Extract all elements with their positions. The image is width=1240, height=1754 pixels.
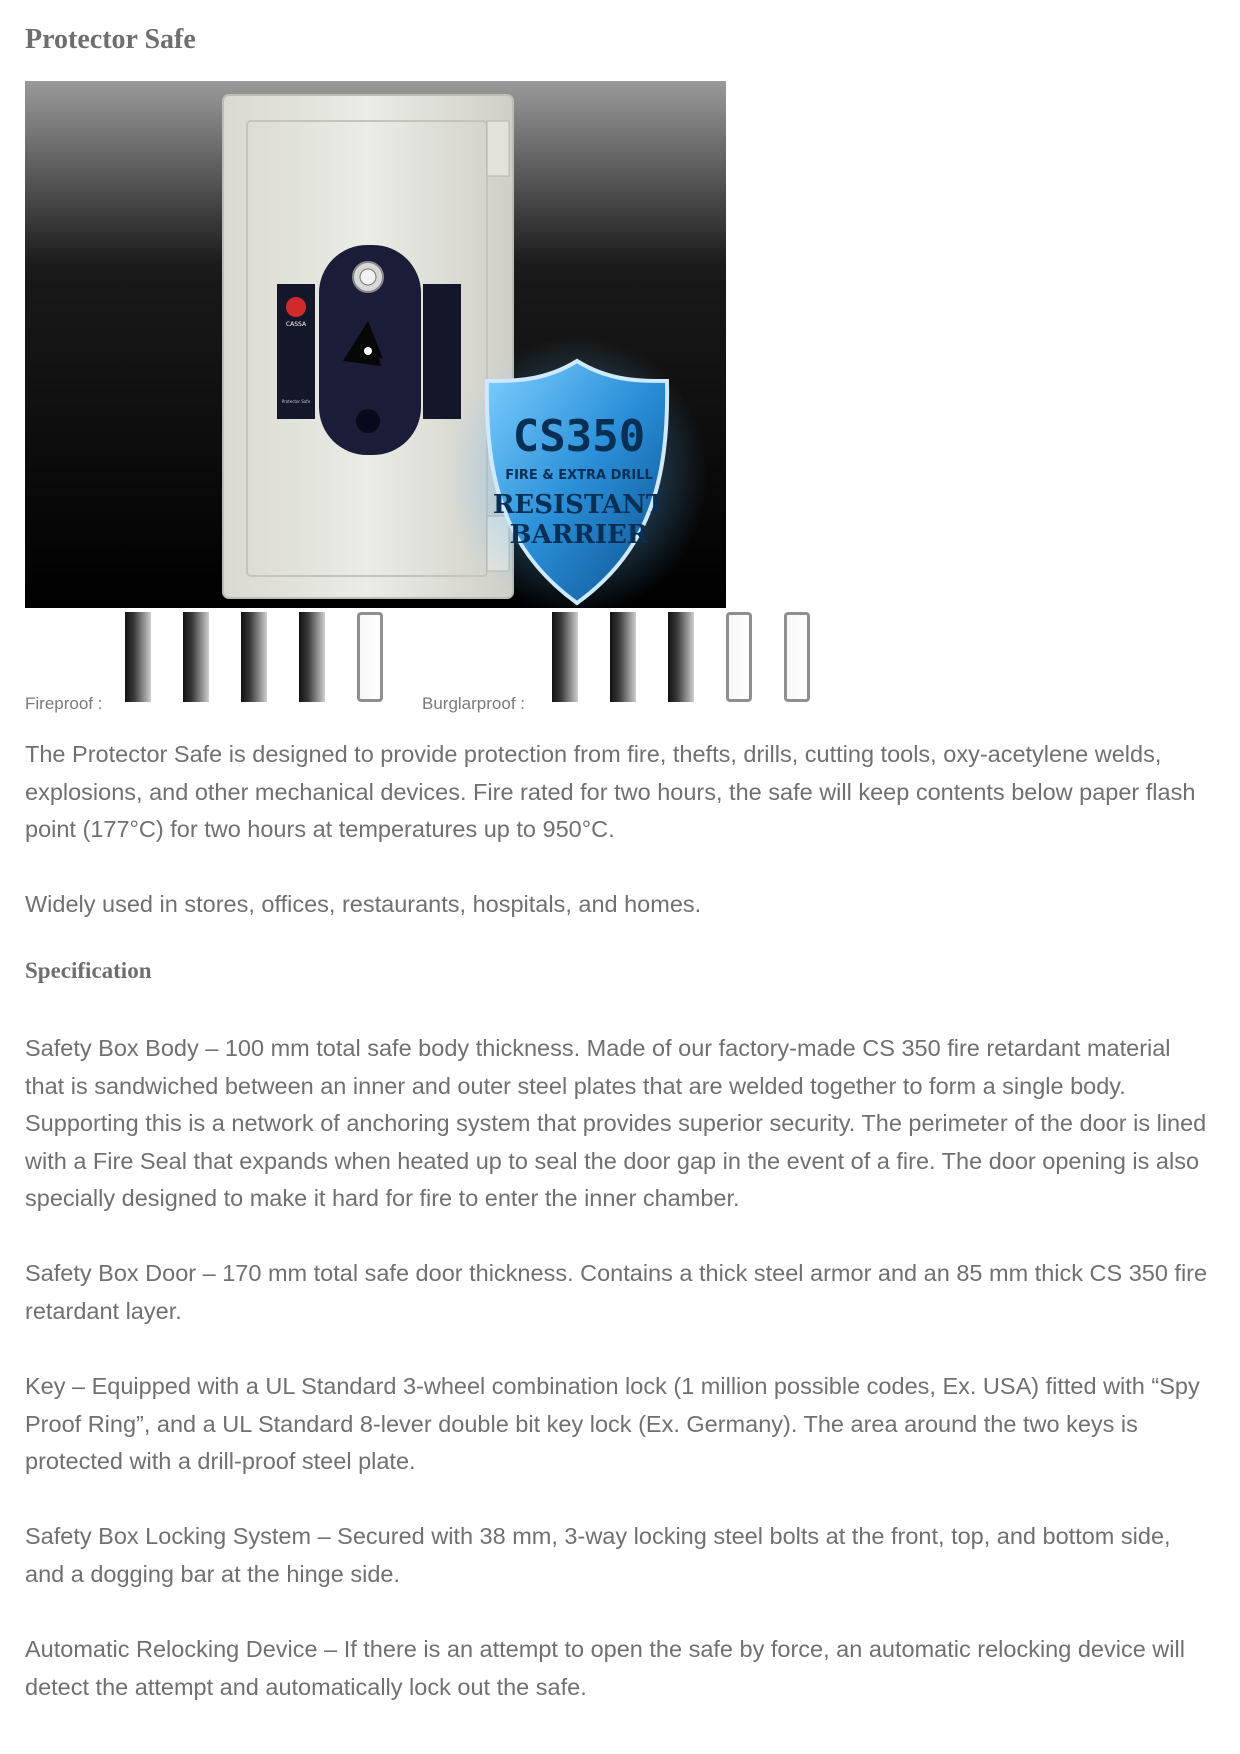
spec-item-body: Safety Box Body – 100 mm total safe body thickness. Made of our factory-made CS 350 fire retardant material that is sandwiched between an inner and outer steel plates that are welded together to form a single body. Supporting this is a network of anchoring system that provides superior security. The perimeter of the door is lined with a Fire Seal that expands when heated up to seal the door gap in the event of a fire. The door opening is also specially designed to make it hard for fire to enter the inner chamber. bbox=[25, 1035, 1207, 1211]
ratings-row bbox=[25, 612, 925, 713]
intro-paragraph-2: Widely used in stores, offices, restaurants, hospitals, and homes. bbox=[25, 891, 702, 917]
specification-heading: Specification bbox=[25, 958, 152, 983]
badge-line2: RESISTANT bbox=[492, 490, 666, 520]
spec-item-relocking-device: Automatic Relocking Device – If there is an attempt to open the safe by force, an automatic relocking device will detect the attempt and automatically lock out the safe. bbox=[25, 1636, 1185, 1700]
fireproof-level-bar-empty bbox=[357, 612, 383, 702]
badge-line3: BARRIER bbox=[509, 520, 649, 550]
burglarproof-level-bar-empty bbox=[726, 612, 752, 702]
burglarproof-label: Burglarproof : bbox=[422, 694, 525, 713]
plate-label: Protector Safe bbox=[281, 399, 311, 404]
fireproof-label: Fireproof : bbox=[25, 694, 103, 713]
fireproof-level-bar-filled bbox=[299, 612, 325, 702]
intro-paragraph-1: The Protector Safe is designed to provide protection from fire, thefts, drills, cutting tools, oxy-acetylene welds, explosions, and other mechanical devices. Fire rated for two hours, the safe will keep contents below paper flash point (177°C) for two hours at temperatures up to 950°C. bbox=[25, 741, 1196, 842]
brand-label: CASSA bbox=[285, 321, 307, 328]
badge-model: CS350 bbox=[512, 411, 646, 462]
burglarproof-level-bar-filled bbox=[552, 612, 578, 702]
badge-line1: FIRE & EXTRA DRILL bbox=[505, 468, 653, 483]
fireproof-level-bar-filled bbox=[183, 612, 209, 702]
spec-item-key: Key – Equipped with a UL Standard 3-wheel combination lock (1 million possible codes, Ex. USA) fitted with “Spy Proof Ring”, and a UL Standard 8-lever double bit key lock (Ex. Germany). The area around the two keys is protected with a drill-proof steel plate. bbox=[25, 1373, 1200, 1474]
spec-item-locking-system: Safety Box Locking System – Secured with 38 mm, 3-way locking steel bolts at the front, top, and bottom side, and a dogging bar at the hinge side. bbox=[25, 1523, 1171, 1587]
safe-product-image bbox=[25, 81, 726, 608]
spec-item-door: Safety Box Door – 170 mm total safe door thickness. Contains a thick steel armor and an 85 mm thick CS 350 fire retardant layer. bbox=[25, 1260, 1208, 1324]
fireproof-level-bar-filled bbox=[125, 612, 151, 702]
burglarproof-level-bar-empty bbox=[784, 612, 810, 702]
burglarproof-level-bar-filled bbox=[668, 612, 694, 702]
page-title: Protector Safe bbox=[25, 24, 196, 55]
fireproof-level-bar-filled bbox=[241, 612, 267, 702]
burglarproof-level-bar-filled bbox=[610, 612, 636, 702]
